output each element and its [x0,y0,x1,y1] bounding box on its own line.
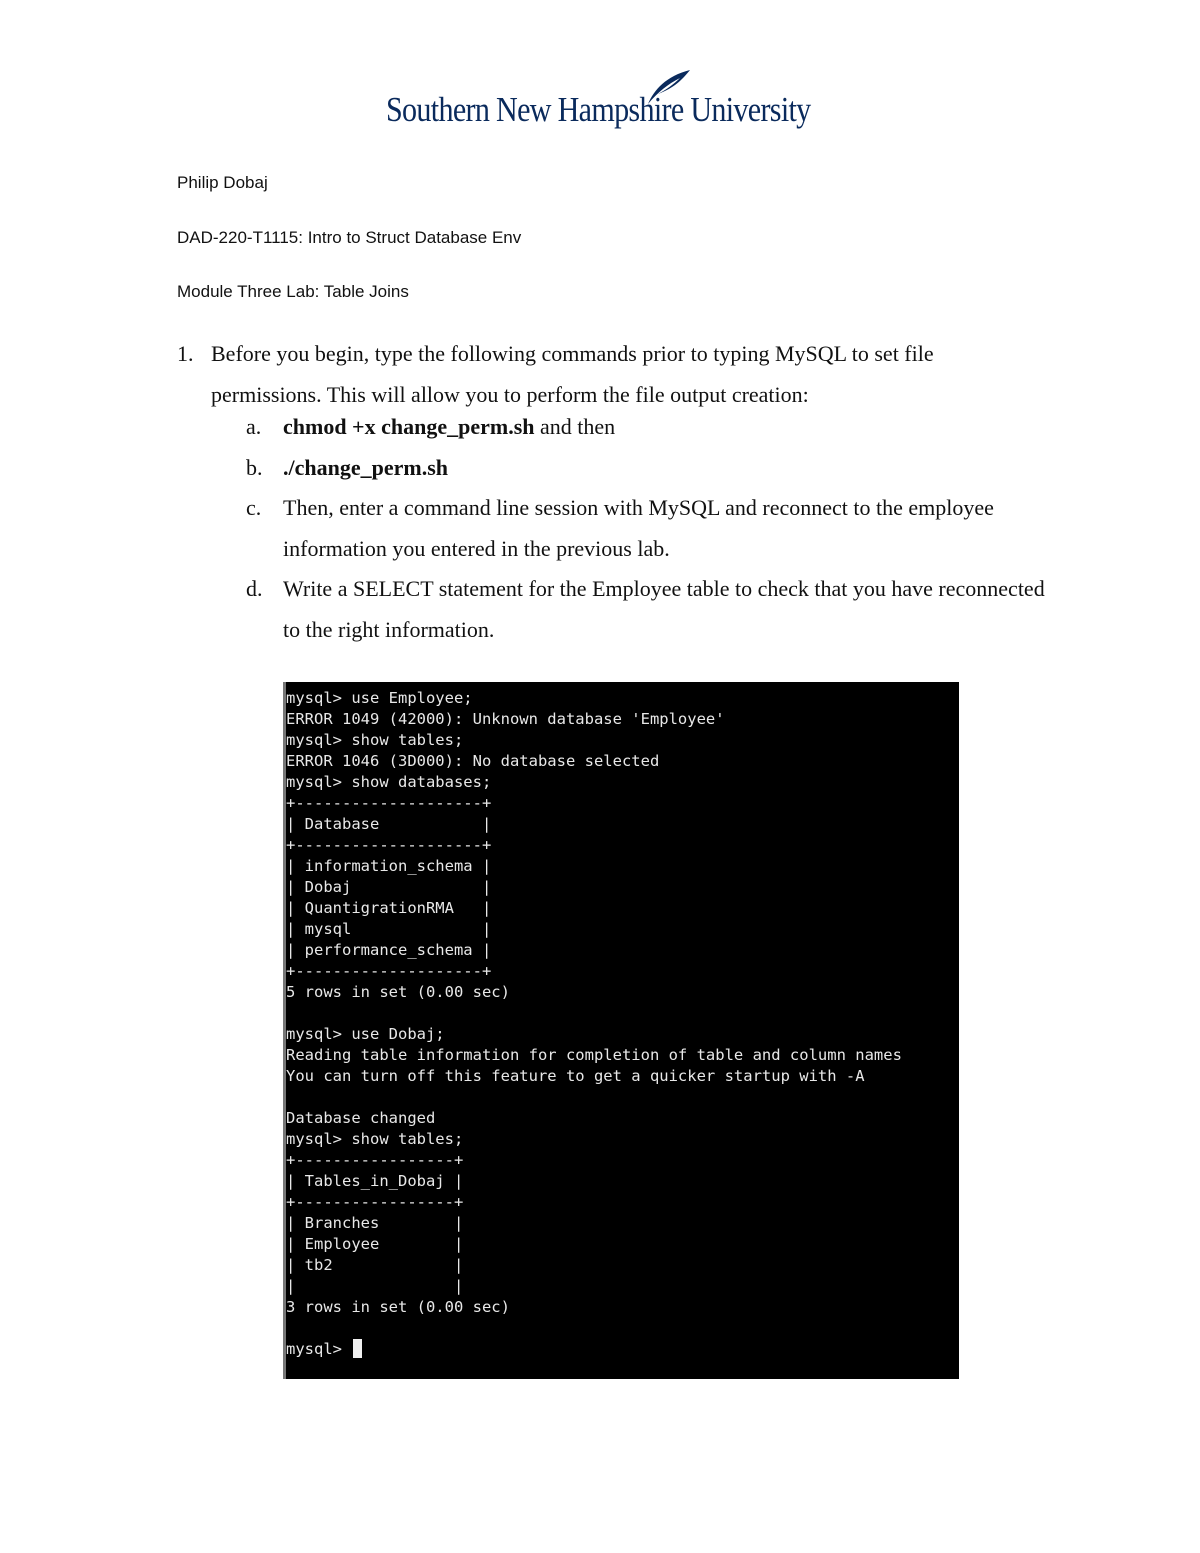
terminal-line: | Branches | [286,1214,464,1232]
terminal-line: mysql> use Employee; [286,689,473,707]
assignment-title: Module Three Lab: Table Joins [177,282,409,301]
terminal-line: | Employee | [286,1235,464,1253]
substep-letter: d. [246,576,263,601]
step-number: 1. [177,341,194,366]
terminal-line: Reading table information for completion of table and column names [286,1046,902,1064]
terminal-line: | | [286,1277,464,1295]
university-logo [386,68,816,140]
terminal-output [286,688,959,1339]
student-name: Philip Dobaj [177,173,268,192]
terminal-line: 3 rows in set (0.00 sec) [286,1298,510,1316]
step-text: Before you begin, type the following commands prior to typing MySQL to set file permissions. This will allow you to perform the file output creation: [211,341,934,407]
terminal-line: Database changed [286,1109,436,1127]
substep-letter: c. [246,495,262,520]
substep-letter: a. [246,414,262,439]
terminal-screenshot [283,682,959,1379]
terminal-line: +-----------------+ [286,1193,464,1211]
terminal-line: ERROR 1049 (42000): Unknown database 'Employee' [286,710,725,728]
terminal-line: +-----------------+ [286,1151,464,1169]
terminal-line: mysql> use Dobaj; [286,1025,445,1043]
terminal-line: 5 rows in set (0.00 sec) [286,983,510,1001]
substep-d: Write a SELECT statement for the Employee table to check that you have reconnected to the right information. [283,576,1045,642]
terminal-line: | information_schema | [286,857,492,875]
substep-c: Then, enter a command line session with MySQL and reconnect to the employee information you entered in the previous lab. [283,495,994,561]
university-name: Southern New Hampshire University [386,90,811,129]
terminal-prompt-line [286,1339,959,1360]
substep-text: and then [534,414,616,439]
terminal-line: ERROR 1046 (3D000): No database selected [286,752,660,770]
substep-letter: b. [246,455,263,480]
terminal-line: +--------------------+ [286,962,492,980]
terminal-line: | mysql | [286,920,492,938]
terminal-prompt: mysql> [286,1340,352,1358]
terminal-line: +--------------------+ [286,836,492,854]
terminal-line: mysql> show databases; [286,773,492,791]
substep-a [283,406,1063,447]
terminal-line: You can turn off this feature to get a quicker startup with -A [286,1067,865,1085]
terminal-line: | Dobaj | [286,878,492,896]
terminal-line: | performance_schema | [286,941,492,959]
terminal-line: mysql> show tables; [286,1130,464,1148]
terminal-line: | Database | [286,815,492,833]
terminal-line: mysql> show tables; [286,731,464,749]
course-title: DAD-220-T1115: Intro to Struct Database Env [177,228,522,247]
quill-feather-icon [644,68,694,108]
terminal-line: | QuantigrationRMA | [286,899,492,917]
cursor-block [353,1339,362,1358]
command-text: ./change_perm.sh [283,455,448,480]
substep-b [283,447,1063,488]
terminal-line: +--------------------+ [286,794,492,812]
terminal-line: | tb2 | [286,1256,464,1274]
command-text: chmod +x change_perm.sh [283,414,535,439]
terminal-line: | Tables_in_Dobaj | [286,1172,464,1190]
